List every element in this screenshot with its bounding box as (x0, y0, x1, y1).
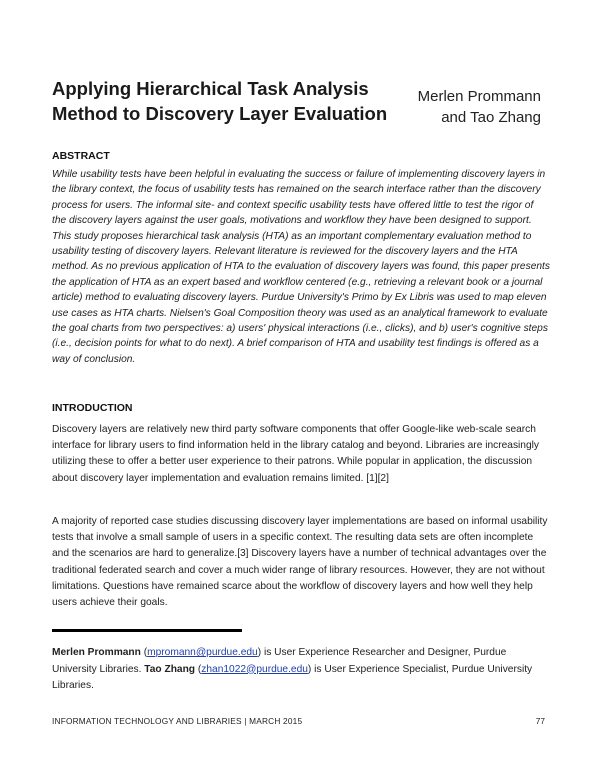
journal-footer: INFORMATION TECHNOLOGY AND LIBRARIES | MARCH 2015 (52, 716, 303, 726)
paper-title-line-1: Applying Hierarchical Task Analysis (52, 78, 369, 99)
introduction-paragraph-2: A majority of reported case studies discussing discovery layer implementations are based on informal usability tests that involve a small sample of users in a specific context. The resulting data sets are often incomplete and the scenarios are hard to generalize.[3] Discovery layers have a number of technical advantages over the traditional federated search and cover a much wider range of library resources. However, they are not without limitations. Questions have remained scarce about the workflow of discovery layers and how well they help users achieve their goals. (52, 516, 548, 609)
footnote-divider (52, 629, 242, 632)
footnote-author-2-open: ( (195, 663, 202, 675)
abstract-text: While usability tests have been helpful in evaluating the success or failure of implementing discovery layers in the library context, the focus of usability tests has remained on the search interface rather than the discovery process for users. The informal site- and context specific usability tests have offered little to test the rigor of the discovery layers against the user goals, motivations and workflow they have been designed to support. This study proposes hierarchical task analysis (HTA) as an important complementary evaluation method to usability testing of discovery layers. Relevant literature is reviewed for the discovery layers and the HTA method. As no previous application of HTA to the evaluation of discovery layers was found, this paper presents the application of HTA as an expert based and workflow centered (e.g., retrieving a relevant book or a journal article) method to evaluating discovery layers. Purdue University's Primo by Ex Libris was used to map eleven use cases as HTA charts. Nielsen's Goal Composition theory was used as an analytical framework to evaluate the goal charts from two perspectives: a) users' physical interactions (i.e., clicks), and b) user's cognitive steps (i.e., decision points for what to do next). A brief comparison of HTA and usability test findings is offered as a way of conclusion. (52, 169, 550, 365)
paper-title (52, 76, 388, 126)
author-footnote (52, 645, 552, 695)
introduction-paragraph-1: Discovery layers are relatively new third party software components that offer Google-like web-scale search interface for library users to find information held in the library catalog and beyond. Libraries are increasingly utilizing these to offer a better user experience to their patrons. While popular in application, the discussion about discovery layer implementation and evaluation remains limited. [1][2] (52, 424, 539, 484)
footnote-author-1-name: Merlen Prommann (52, 647, 141, 658)
author-byline (418, 86, 541, 128)
footnote-author-1-role: ) is User Experience Researcher and Designer, Purdue University Libraries. (52, 647, 507, 675)
introduction-heading: INTRODUCTION (52, 402, 133, 414)
footnote-author-2-email-link[interactable]: zhan1022@purdue.edu (201, 663, 308, 675)
abstract-heading: ABSTRACT (52, 150, 110, 162)
footnote-author-1-open: ( (140, 647, 148, 658)
paper-title-line-2: Method to Discovery Layer Evaluation (52, 103, 388, 124)
author-byline-line-2: and Tao Zhang (441, 109, 541, 126)
footnote-author-2-role: ) is User Experience Specialist, Purdue University Libraries. (52, 663, 533, 691)
page-number: 77 (535, 716, 545, 726)
author-byline-line-1: Merlen Prommann (417, 88, 541, 105)
footnote-author-1-email-link[interactable]: mpromann@purdue.edu (147, 647, 258, 658)
footnote-author-2-name: Tao Zhang (144, 663, 196, 675)
